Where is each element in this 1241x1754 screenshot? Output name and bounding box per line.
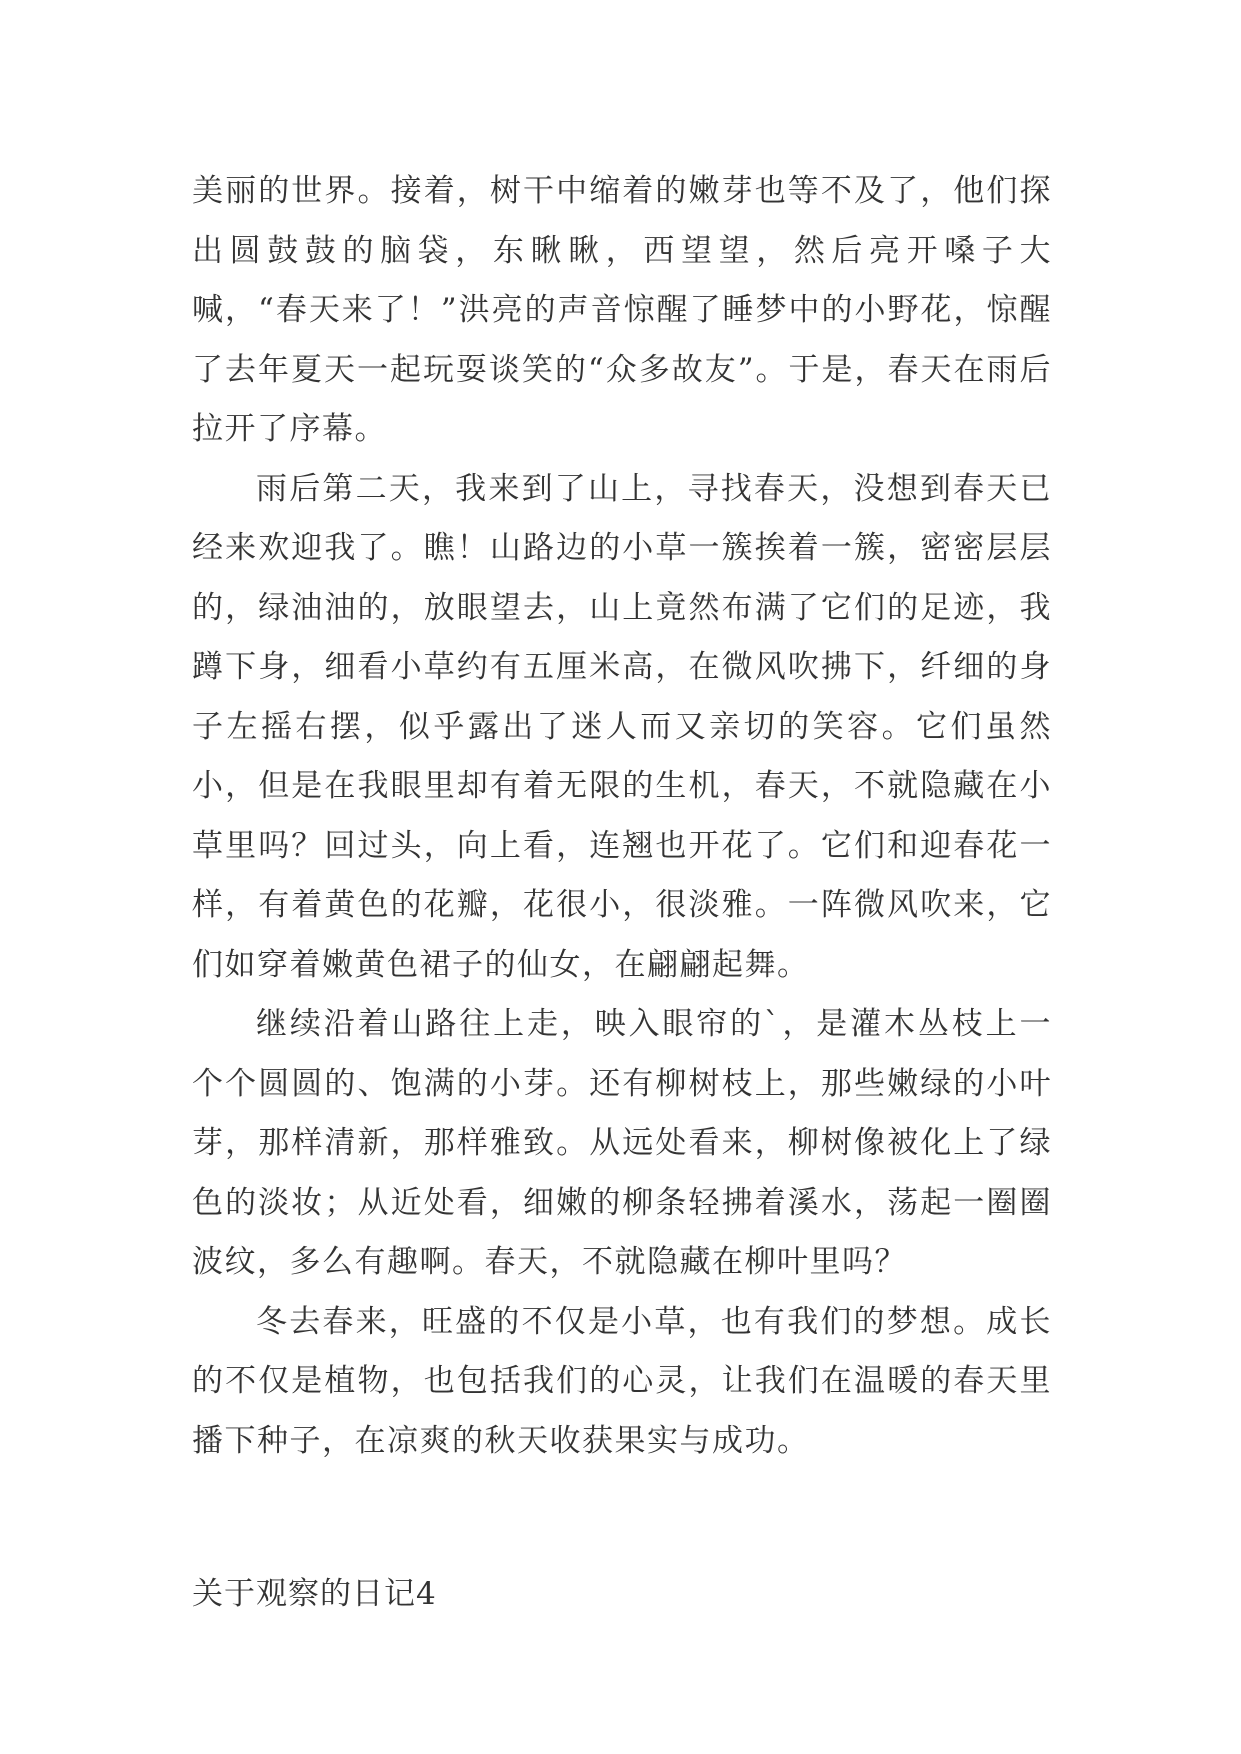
paragraph-1: 美丽的世界。接着，树干中缩着的嫩芽也等不及了，他们探出圆鼓鼓的脑袋，东瞅瞅，西望望，然后亮开嗓子大喊，“春天来了！”洪亮的声音惊醒了睡梦中的小野花，惊醒了去年夏天一起玩耍谈笑的“众多故友”。于是，春天在雨后拉开了序幕。 xyxy=(192,173,1052,447)
paragraph-3: 继续沿着山路往上走，映入眼帘的`，是灌木丛枝上一个个圆圆的、饱满的小芽。还有柳树枝上，那些嫩绿的小叶芽，那样清新，那样雅致。从远处看来，柳树像被化上了绿色的淡妆；从近处看，细嫩的柳条轻拂着溪水，荡起一圈圈波纹，多么有趣啊。春天，不就隐藏在柳叶里吗？ xyxy=(192,1006,1052,1280)
article-body xyxy=(192,162,1052,1471)
paragraph-4: 冬去春来，旺盛的不仅是小草，也有我们的梦想。成长的不仅是植物，也包括我们的心灵，让我们在温暖的春天里播下种子，在凉爽的秋天收获果实与成功。 xyxy=(192,1303,1052,1459)
paragraph-2: 雨后第二天，我来到了山上，寻找春天，没想到春天已经来欢迎我了。瞧！山路边的小草一簇挨着一簇，密密层层的，绿油油的，放眼望去，山上竟然布满了它们的足迹，我蹲下身，细看小草约有五厘米高，在微风吹拂下，纤细的身子左摇右摆，似乎露出了迷人而又亲切的笑容。它们虽然小，但是在我眼里却有着无限的生机，春天，不就隐藏在小草里吗？回过头，向上看，连翘也开花了。它们和迎春花一样，有着黄色的花瓣，花很小，很淡雅。一阵微风吹来，它们如穿着嫩黄色裙子的仙女，在翩翩起舞。 xyxy=(192,470,1052,983)
section-heading: 关于观察的日记4 xyxy=(192,1576,437,1612)
